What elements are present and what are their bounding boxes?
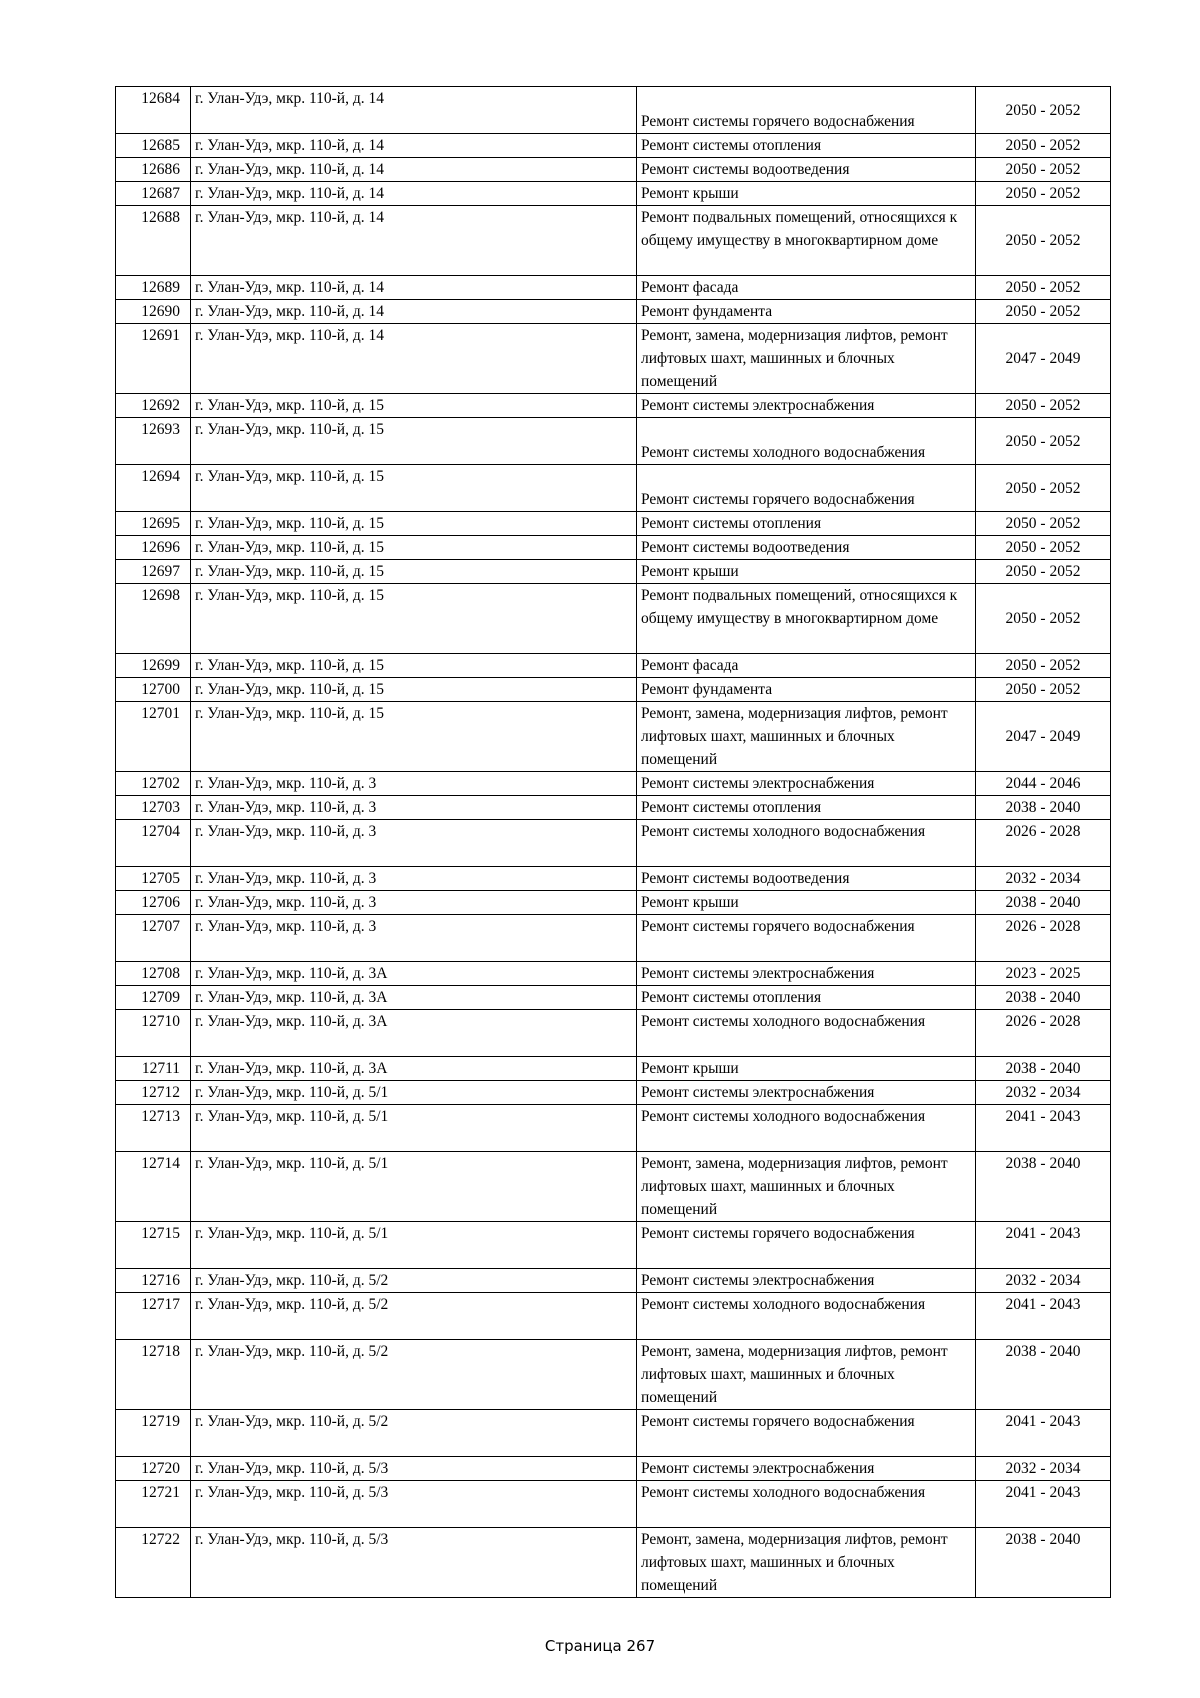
address-cell: г. Улан-Удэ, мкр. 110-й, д. 5/1 — [191, 1081, 637, 1105]
period-cell: 2038 - 2040 — [976, 1528, 1111, 1598]
work-type-cell: Ремонт крыши — [637, 182, 976, 206]
address-cell: г. Улан-Удэ, мкр. 110-й, д. 15 — [191, 560, 637, 584]
work-type-cell: Ремонт крыши — [637, 1057, 976, 1081]
address-cell: г. Улан-Удэ, мкр. 110-й, д. 5/1 — [191, 1105, 637, 1152]
period-cell: 2026 - 2028 — [976, 820, 1111, 867]
work-type-cell: Ремонт системы горячего водоснабжения — [637, 87, 976, 134]
row-number-cell: 12701 — [116, 702, 191, 772]
address-cell: г. Улан-Удэ, мкр. 110-й, д. 3 — [191, 796, 637, 820]
address-cell: г. Улан-Удэ, мкр. 110-й, д. 14 — [191, 134, 637, 158]
work-type-cell: Ремонт системы водоотведения — [637, 536, 976, 560]
address-cell: г. Улан-Удэ, мкр. 110-й, д. 15 — [191, 465, 637, 512]
table-row — [116, 465, 1111, 512]
row-number-cell: 12710 — [116, 1010, 191, 1057]
row-number-cell: 12700 — [116, 678, 191, 702]
period-cell: 2032 - 2034 — [976, 1457, 1111, 1481]
row-number-cell: 12688 — [116, 206, 191, 276]
row-number-cell: 12722 — [116, 1528, 191, 1598]
table-row — [116, 87, 1111, 134]
table-row — [116, 678, 1111, 702]
period-cell: 2041 - 2043 — [976, 1481, 1111, 1528]
work-type-cell: Ремонт фасада — [637, 276, 976, 300]
period-cell: 2038 - 2040 — [976, 1152, 1111, 1222]
period-cell: 2038 - 2040 — [976, 986, 1111, 1010]
table-row — [116, 772, 1111, 796]
work-type-cell: Ремонт системы электроснабжения — [637, 1081, 976, 1105]
row-number-cell: 12718 — [116, 1340, 191, 1410]
address-cell: г. Улан-Удэ, мкр. 110-й, д. 5/1 — [191, 1222, 637, 1269]
work-type-cell: Ремонт, замена, модернизация лифтов, ремонт лифтовых шахт, машинных и блочных помещений — [637, 1152, 976, 1222]
address-cell: г. Улан-Удэ, мкр. 110-й, д. 5/1 — [191, 1152, 637, 1222]
work-type-cell: Ремонт системы электроснабжения — [637, 1269, 976, 1293]
work-type-cell: Ремонт, замена, модернизация лифтов, ремонт лифтовых шахт, машинных и блочных помещений — [637, 1340, 976, 1410]
period-cell: 2032 - 2034 — [976, 1081, 1111, 1105]
address-cell: г. Улан-Удэ, мкр. 110-й, д. 5/2 — [191, 1293, 637, 1340]
row-number-cell: 12709 — [116, 986, 191, 1010]
work-type-cell: Ремонт системы водоотведения — [637, 867, 976, 891]
period-cell: 2050 - 2052 — [976, 418, 1111, 465]
table-row — [116, 986, 1111, 1010]
address-cell: г. Улан-Удэ, мкр. 110-й, д. 5/3 — [191, 1481, 637, 1528]
row-number-cell: 12698 — [116, 584, 191, 654]
table-row — [116, 820, 1111, 867]
period-cell: 2038 - 2040 — [976, 891, 1111, 915]
table-row — [116, 1010, 1111, 1057]
address-cell: г. Улан-Удэ, мкр. 110-й, д. 14 — [191, 158, 637, 182]
table-row — [116, 1293, 1111, 1340]
period-cell: 2050 - 2052 — [976, 560, 1111, 584]
work-type-cell: Ремонт системы отопления — [637, 512, 976, 536]
row-number-cell: 12703 — [116, 796, 191, 820]
work-type-cell: Ремонт системы электроснабжения — [637, 1457, 976, 1481]
work-type-cell: Ремонт, замена, модернизация лифтов, ремонт лифтовых шахт, машинных и блочных помещений — [637, 1528, 976, 1598]
address-cell: г. Улан-Удэ, мкр. 110-й, д. 15 — [191, 418, 637, 465]
address-cell: г. Улан-Удэ, мкр. 110-й, д. 14 — [191, 182, 637, 206]
period-cell: 2038 - 2040 — [976, 796, 1111, 820]
address-cell: г. Улан-Удэ, мкр. 110-й, д. 5/3 — [191, 1528, 637, 1598]
table-row — [116, 1081, 1111, 1105]
table-row — [116, 276, 1111, 300]
period-cell: 2041 - 2043 — [976, 1222, 1111, 1269]
row-number-cell: 12708 — [116, 962, 191, 986]
period-cell: 2026 - 2028 — [976, 915, 1111, 962]
work-type-cell: Ремонт фундамента — [637, 300, 976, 324]
table-row — [116, 182, 1111, 206]
address-cell: г. Улан-Удэ, мкр. 110-й, д. 3 — [191, 867, 637, 891]
works-table — [115, 86, 1111, 1598]
table-row — [116, 891, 1111, 915]
row-number-cell: 12719 — [116, 1410, 191, 1457]
row-number-cell: 12716 — [116, 1269, 191, 1293]
address-cell: г. Улан-Удэ, мкр. 110-й, д. 14 — [191, 206, 637, 276]
table-row — [116, 1222, 1111, 1269]
table-row — [116, 962, 1111, 986]
table-row — [116, 158, 1111, 182]
table-row — [116, 206, 1111, 276]
table-row — [116, 584, 1111, 654]
table-row — [116, 1269, 1111, 1293]
address-cell: г. Улан-Удэ, мкр. 110-й, д. 3 — [191, 891, 637, 915]
period-cell: 2050 - 2052 — [976, 158, 1111, 182]
period-cell: 2050 - 2052 — [976, 182, 1111, 206]
address-cell: г. Улан-Удэ, мкр. 110-й, д. 15 — [191, 512, 637, 536]
address-cell: г. Улан-Удэ, мкр. 110-й, д. 14 — [191, 300, 637, 324]
work-type-cell: Ремонт системы холодного водоснабжения — [637, 820, 976, 867]
row-number-cell: 12712 — [116, 1081, 191, 1105]
row-number-cell: 12697 — [116, 560, 191, 584]
address-cell: г. Улан-Удэ, мкр. 110-й, д. 15 — [191, 394, 637, 418]
table-row — [116, 1528, 1111, 1598]
address-cell: г. Улан-Удэ, мкр. 110-й, д. 3А — [191, 962, 637, 986]
table-row — [116, 867, 1111, 891]
period-cell: 2038 - 2040 — [976, 1340, 1111, 1410]
row-number-cell: 12717 — [116, 1293, 191, 1340]
address-cell: г. Улан-Удэ, мкр. 110-й, д. 15 — [191, 584, 637, 654]
row-number-cell: 12686 — [116, 158, 191, 182]
address-cell: г. Улан-Удэ, мкр. 110-й, д. 3 — [191, 820, 637, 867]
page-footer — [0, 1637, 1200, 1655]
work-type-cell: Ремонт системы горячего водоснабжения — [637, 1410, 976, 1457]
work-type-cell: Ремонт системы электроснабжения — [637, 962, 976, 986]
table-row — [116, 134, 1111, 158]
work-type-cell: Ремонт подвальных помещений, относящихся к общему имуществу в многоквартирном доме — [637, 206, 976, 276]
work-type-cell: Ремонт системы холодного водоснабжения — [637, 1481, 976, 1528]
table-row — [116, 300, 1111, 324]
work-type-cell: Ремонт системы горячего водоснабжения — [637, 465, 976, 512]
address-cell: г. Улан-Удэ, мкр. 110-й, д. 14 — [191, 324, 637, 394]
table-body — [116, 87, 1111, 1598]
address-cell: г. Улан-Удэ, мкр. 110-й, д. 3 — [191, 772, 637, 796]
period-cell: 2032 - 2034 — [976, 867, 1111, 891]
row-number-cell: 12693 — [116, 418, 191, 465]
address-cell: г. Улан-Удэ, мкр. 110-й, д. 3А — [191, 986, 637, 1010]
page-number: Страница 267 — [544, 1637, 656, 1655]
address-cell: г. Улан-Удэ, мкр. 110-й, д. 15 — [191, 654, 637, 678]
table-row — [116, 1057, 1111, 1081]
table-row — [116, 560, 1111, 584]
address-cell: г. Улан-Удэ, мкр. 110-й, д. 3А — [191, 1057, 637, 1081]
period-cell: 2026 - 2028 — [976, 1010, 1111, 1057]
period-cell: 2041 - 2043 — [976, 1293, 1111, 1340]
address-cell: г. Улан-Удэ, мкр. 110-й, д. 3 — [191, 915, 637, 962]
address-cell: г. Улан-Удэ, мкр. 110-й, д. 15 — [191, 536, 637, 560]
table-row — [116, 1340, 1111, 1410]
period-cell: 2050 - 2052 — [976, 512, 1111, 536]
period-cell: 2050 - 2052 — [976, 87, 1111, 134]
period-cell: 2047 - 2049 — [976, 702, 1111, 772]
table-row — [116, 394, 1111, 418]
period-cell: 2050 - 2052 — [976, 678, 1111, 702]
row-number-cell: 12684 — [116, 87, 191, 134]
row-number-cell: 12720 — [116, 1457, 191, 1481]
address-cell: г. Улан-Удэ, мкр. 110-й, д. 5/3 — [191, 1457, 637, 1481]
work-type-cell: Ремонт фасада — [637, 654, 976, 678]
table-row — [116, 915, 1111, 962]
row-number-cell: 12706 — [116, 891, 191, 915]
period-cell: 2047 - 2049 — [976, 324, 1111, 394]
table-row — [116, 1105, 1111, 1152]
row-number-cell: 12714 — [116, 1152, 191, 1222]
row-number-cell: 12695 — [116, 512, 191, 536]
table-row — [116, 1457, 1111, 1481]
row-number-cell: 12702 — [116, 772, 191, 796]
row-number-cell: 12713 — [116, 1105, 191, 1152]
row-number-cell: 12694 — [116, 465, 191, 512]
period-cell: 2023 - 2025 — [976, 962, 1111, 986]
address-cell: г. Улан-Удэ, мкр. 110-й, д. 14 — [191, 276, 637, 300]
row-number-cell: 12696 — [116, 536, 191, 560]
row-number-cell: 12705 — [116, 867, 191, 891]
row-number-cell: 12699 — [116, 654, 191, 678]
row-number-cell: 12687 — [116, 182, 191, 206]
period-cell: 2038 - 2040 — [976, 1057, 1111, 1081]
address-cell: г. Улан-Удэ, мкр. 110-й, д. 3А — [191, 1010, 637, 1057]
address-cell: г. Улан-Удэ, мкр. 110-й, д. 5/2 — [191, 1269, 637, 1293]
row-number-cell: 12685 — [116, 134, 191, 158]
work-type-cell: Ремонт системы горячего водоснабжения — [637, 915, 976, 962]
period-cell: 2050 - 2052 — [976, 584, 1111, 654]
table-row — [116, 1410, 1111, 1457]
table-row — [116, 1152, 1111, 1222]
work-type-cell: Ремонт системы электроснабжения — [637, 394, 976, 418]
work-type-cell: Ремонт системы отопления — [637, 796, 976, 820]
row-number-cell: 12690 — [116, 300, 191, 324]
row-number-cell: 12711 — [116, 1057, 191, 1081]
work-type-cell: Ремонт фундамента — [637, 678, 976, 702]
period-cell: 2050 - 2052 — [976, 394, 1111, 418]
work-type-cell: Ремонт системы холодного водоснабжения — [637, 1293, 976, 1340]
row-number-cell: 12691 — [116, 324, 191, 394]
work-type-cell: Ремонт крыши — [637, 891, 976, 915]
period-cell: 2050 - 2052 — [976, 465, 1111, 512]
period-cell: 2050 - 2052 — [976, 276, 1111, 300]
table-row — [116, 324, 1111, 394]
period-cell: 2050 - 2052 — [976, 134, 1111, 158]
work-type-cell: Ремонт системы отопления — [637, 134, 976, 158]
address-cell: г. Улан-Удэ, мкр. 110-й, д. 15 — [191, 678, 637, 702]
table-row — [116, 654, 1111, 678]
address-cell: г. Улан-Удэ, мкр. 110-й, д. 15 — [191, 702, 637, 772]
row-number-cell: 12689 — [116, 276, 191, 300]
period-cell: 2050 - 2052 — [976, 654, 1111, 678]
work-type-cell: Ремонт системы холодного водоснабжения — [637, 1105, 976, 1152]
table-row — [116, 702, 1111, 772]
address-cell: г. Улан-Удэ, мкр. 110-й, д. 5/2 — [191, 1340, 637, 1410]
row-number-cell: 12707 — [116, 915, 191, 962]
address-cell: г. Улан-Удэ, мкр. 110-й, д. 5/2 — [191, 1410, 637, 1457]
work-type-cell: Ремонт системы холодного водоснабжения — [637, 418, 976, 465]
work-type-cell: Ремонт системы отопления — [637, 986, 976, 1010]
table-row — [116, 536, 1111, 560]
table-row — [116, 512, 1111, 536]
row-number-cell: 12721 — [116, 1481, 191, 1528]
period-cell: 2041 - 2043 — [976, 1105, 1111, 1152]
table-row — [116, 796, 1111, 820]
period-cell: 2050 - 2052 — [976, 206, 1111, 276]
period-cell: 2041 - 2043 — [976, 1410, 1111, 1457]
row-number-cell: 12704 — [116, 820, 191, 867]
work-type-cell: Ремонт, замена, модернизация лифтов, ремонт лифтовых шахт, машинных и блочных помещений — [637, 324, 976, 394]
work-type-cell: Ремонт крыши — [637, 560, 976, 584]
period-cell: 2044 - 2046 — [976, 772, 1111, 796]
period-cell: 2050 - 2052 — [976, 536, 1111, 560]
work-type-cell: Ремонт подвальных помещений, относящихся к общему имуществу в многоквартирном доме — [637, 584, 976, 654]
work-type-cell: Ремонт, замена, модернизация лифтов, ремонт лифтовых шахт, машинных и блочных помещений — [637, 702, 976, 772]
row-number-cell: 12692 — [116, 394, 191, 418]
period-cell: 2050 - 2052 — [976, 300, 1111, 324]
table-row — [116, 1481, 1111, 1528]
address-cell: г. Улан-Удэ, мкр. 110-й, д. 14 — [191, 87, 637, 134]
period-cell: 2032 - 2034 — [976, 1269, 1111, 1293]
row-number-cell: 12715 — [116, 1222, 191, 1269]
table-row — [116, 418, 1111, 465]
work-type-cell: Ремонт системы горячего водоснабжения — [637, 1222, 976, 1269]
work-type-cell: Ремонт системы электроснабжения — [637, 772, 976, 796]
work-type-cell: Ремонт системы холодного водоснабжения — [637, 1010, 976, 1057]
work-type-cell: Ремонт системы водоотведения — [637, 158, 976, 182]
